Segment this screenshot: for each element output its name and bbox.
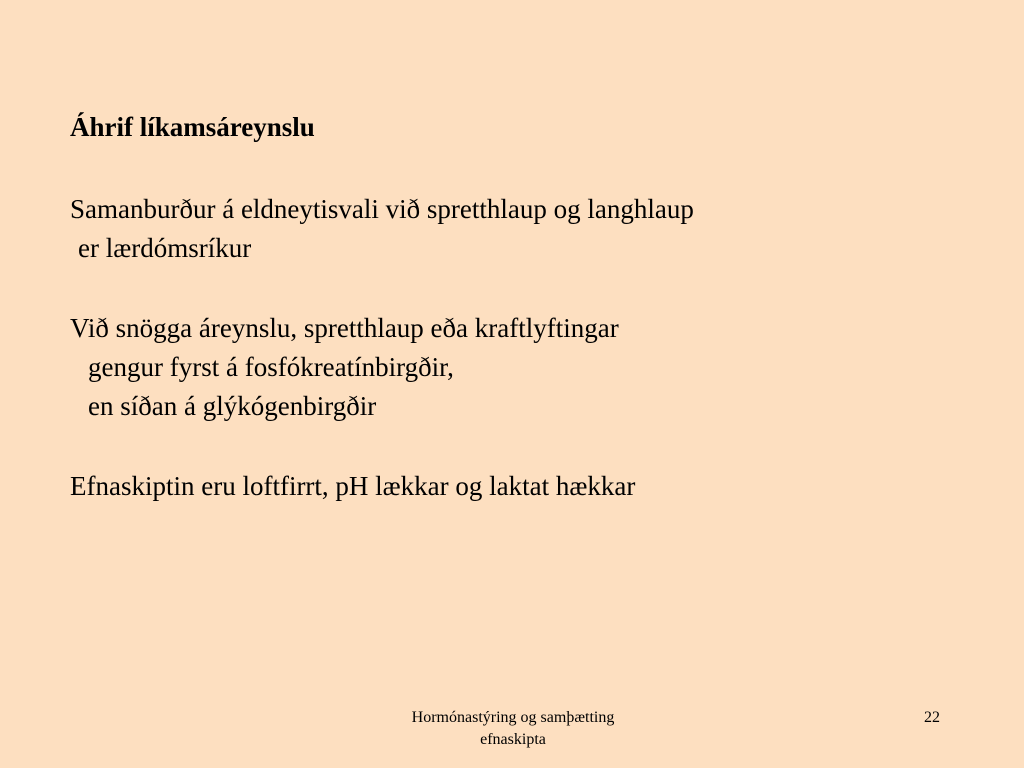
spacer bbox=[70, 268, 970, 309]
paragraph-3-line-1: Efnaskiptin eru loftfirrt, pH lækkar og laktat hækkar bbox=[70, 471, 636, 501]
paragraph-1-line-2: er lærdómsríkur bbox=[78, 233, 252, 263]
footer-title bbox=[370, 707, 656, 751]
footer-title-line-1: Hormónastýring og samþætting bbox=[411, 709, 615, 726]
paragraph-2-line-3: en síðan á glýkógenbirgðir bbox=[88, 391, 377, 421]
paragraph-2-line-1: Við snögga áreynslu, spretthlaup eða kraftlyftingar bbox=[70, 313, 619, 343]
paragraph-1-line-1: Samanburður á eldneytisvali við spretthlaup og langhlaup bbox=[70, 194, 694, 224]
slide-heading: Áhrif líkamsáreynslu bbox=[70, 112, 315, 142]
spacer bbox=[70, 147, 970, 190]
page-number: 22 bbox=[924, 709, 940, 726]
spacer bbox=[70, 426, 970, 467]
footer-title-line-2: efnaskipta bbox=[480, 731, 546, 748]
slide-body bbox=[70, 108, 970, 506]
paragraph-2-line-2: gengur fyrst á fosfókreatínbirgðir, bbox=[88, 352, 454, 382]
